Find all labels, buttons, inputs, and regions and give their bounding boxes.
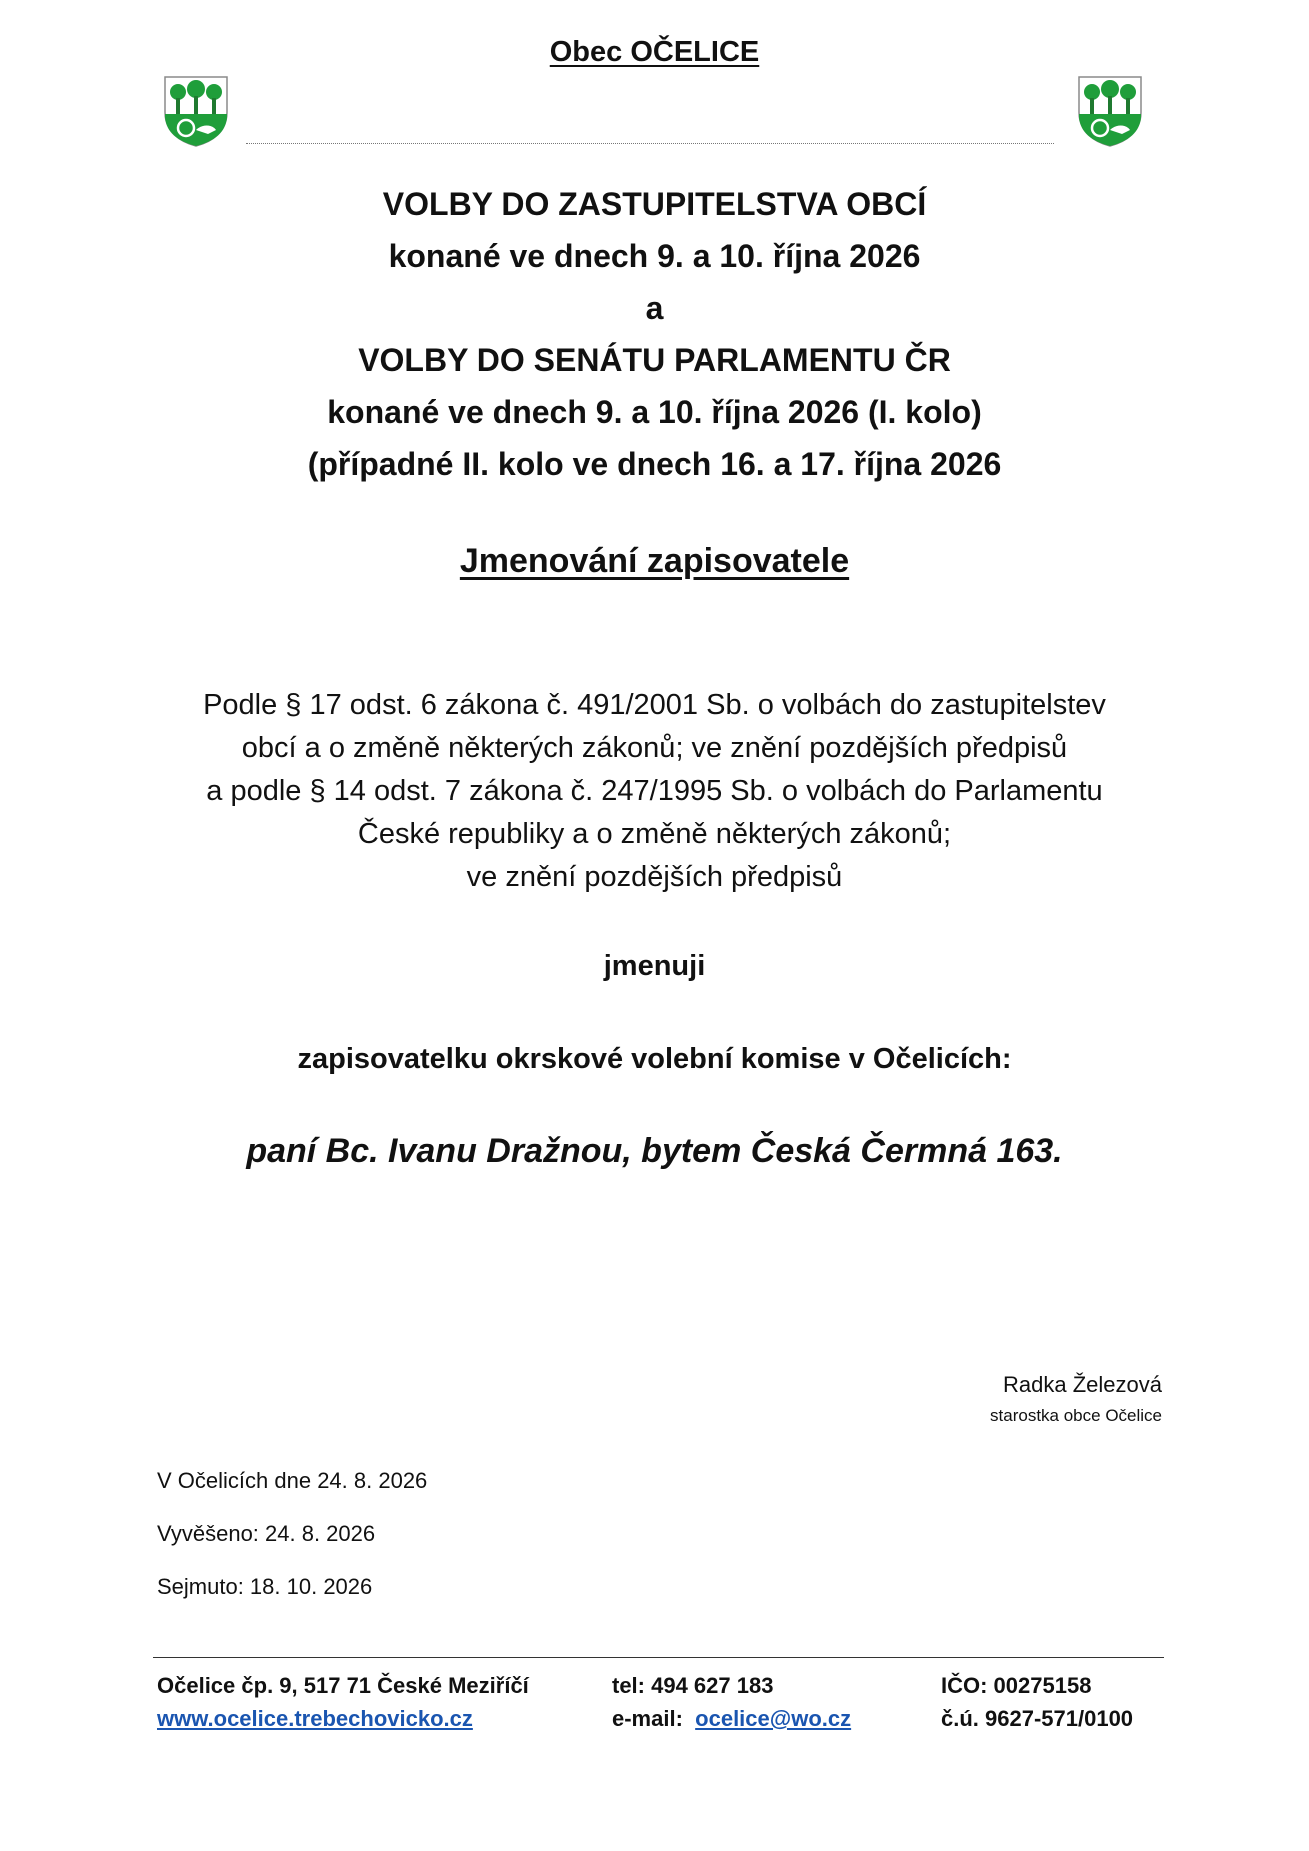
posted-date: Vyvěšeno: 24. 8. 2026 xyxy=(157,1521,376,1546)
appoint-word: jmenuji xyxy=(603,950,706,982)
signatory-name: Radka Železová xyxy=(1003,1372,1162,1397)
footer-email-link[interactable]: ocelice@wo.cz xyxy=(695,1706,852,1731)
footer-email-label: e-mail: xyxy=(612,1706,683,1731)
document-subtitle-text: Jmenování zapisovatele xyxy=(459,542,850,580)
heading-line: a xyxy=(645,290,664,326)
body-line: obcí a o změně některých zákonů; ve znění pozdějších předpisů xyxy=(241,732,1068,764)
appointed-role: zapisovatelku okrskové volební komise v Očelicích: xyxy=(297,1043,1012,1075)
footer-website-link[interactable]: www.ocelice.trebechovicko.cz xyxy=(157,1706,473,1731)
signatory-role: starostka obce Očelice xyxy=(990,1406,1162,1425)
heading-line: konané ve dnech 9. a 10. října 2026 (I. kolo) xyxy=(327,394,982,430)
body-line: Podle § 17 odst. 6 zákona č. 491/2001 Sb. o volbách do zastupitelstev xyxy=(203,689,1106,721)
appointed-person: paní Bc. Ivanu Dražnou, bytem Česká Čermná 163. xyxy=(246,1132,1063,1170)
footer-ico: IČO: 00275158 xyxy=(941,1673,1092,1698)
body-line: České republiky a o změně některých zákonů; xyxy=(357,818,952,850)
body-line: a podle § 14 odst. 7 zákona č. 247/1995 Sb. o volbách do Parlamentu xyxy=(206,775,1103,807)
footer-phone: tel: 494 627 183 xyxy=(612,1673,774,1698)
heading-line: VOLBY DO SENÁTU PARLAMENTU ČR xyxy=(358,342,951,378)
header-divider xyxy=(246,143,1054,144)
footer-account: č.ú. 9627-571/0100 xyxy=(941,1706,1134,1731)
heading-line: (případné II. kolo ve dnech 16. a 17. října 2026 xyxy=(307,446,1002,482)
footer-divider xyxy=(153,1657,1164,1658)
document-subtitle xyxy=(0,542,1309,581)
place-date: V Očelicích dne 24. 8. 2026 xyxy=(157,1468,428,1493)
footer-email xyxy=(612,1706,851,1732)
coat-of-arms-icon xyxy=(1076,74,1144,148)
coat-of-arms-icon xyxy=(162,74,230,148)
municipality-title-text: Obec OČELICE xyxy=(549,36,760,68)
heading-line: VOLBY DO ZASTUPITELSTVA OBCÍ xyxy=(382,186,927,222)
body-line: ve znění pozdějších předpisů xyxy=(466,861,843,893)
heading-line: konané ve dnech 9. a 10. října 2026 xyxy=(388,238,921,274)
footer-address: Očelice čp. 9, 517 71 České Meziříčí xyxy=(157,1673,529,1698)
municipality-title xyxy=(0,36,1309,69)
removed-date: Sejmuto: 18. 10. 2026 xyxy=(157,1574,373,1599)
